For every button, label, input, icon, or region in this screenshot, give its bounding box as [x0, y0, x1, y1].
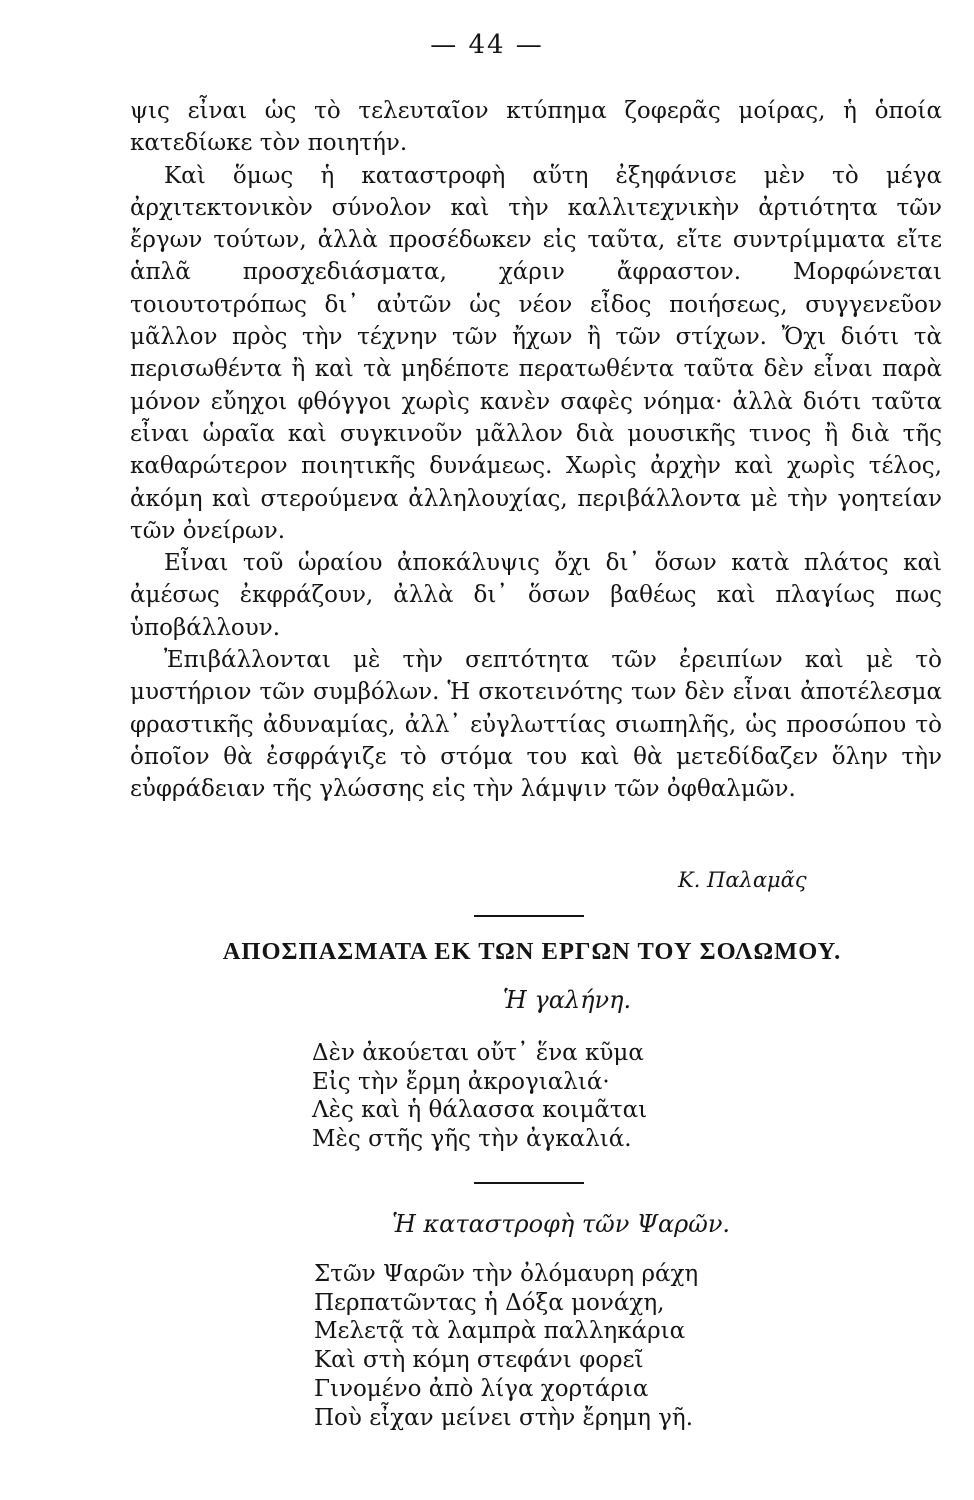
page-number: — 44 —	[430, 30, 544, 60]
poem-stanza	[314, 1260, 698, 1432]
poem-stanza	[312, 1039, 647, 1154]
poem-line: Καὶ στὴ κόμη στεφάνι φορεῖ	[314, 1347, 644, 1374]
paragraph: Εἶναι τοῦ ὡραίου ἀποκάλυψις ὄχι δι᾽ ὅσων κατὰ πλάτος καὶ ἀμέσως ἐκφράζουν, ἀλλὰ δι᾽ ὅσων βαθέως καὶ πλαγίως πως ὑποβάλλουν.	[130, 550, 942, 641]
section-heading: ΑΠΟΣΠΑΣΜΑΤΑ ΕΚ ΤΩΝ ΕΡΓΩΝ ΤΟΥ ΣΟΛΩΜΟΥ.	[222, 938, 842, 965]
poem-line: Εἰς τὴν ἔρμη ἀκρογιαλιά·	[312, 1068, 610, 1095]
poem-line: Ποὺ εἶχαν μείνει στὴν ἔρημη γῆ.	[314, 1404, 694, 1431]
poem-divider	[474, 1182, 584, 1184]
paragraph-continuation: ψις εἶναι ὡς τὸ τελευταῖον κτύπημα ζοφερᾶς μοίρας, ἡ ὁποία κατεδίωκε τὸν ποιητήν.	[130, 98, 942, 157]
poem-line: Στῶν Ψαρῶν τὴν ὀλόμαυρη ράχη	[314, 1261, 699, 1287]
poem-line: Γινομένο ἀπὸ λίγα χορτάρια	[314, 1375, 649, 1402]
poem-line: Μελετᾷ τὰ λαμπρὰ παλληκάρια	[314, 1318, 686, 1345]
poem-title: Ἡ καταστροφὴ τῶν Ψαρῶν.	[391, 1210, 731, 1238]
poem-line: Μὲς στῆς γῆς τὴν ἀγκαλιά.	[312, 1126, 632, 1153]
poem-line: Δὲν ἀκούεται οὔτ᾽ ἕνα κῦμα	[312, 1040, 644, 1066]
poem-line: Λὲς καὶ ἡ θάλασσα κοιμᾶται	[312, 1097, 648, 1124]
prose-body	[130, 95, 942, 806]
paragraph: Καὶ ὅμως ἡ καταστροφὴ αὕτη ἐξηφάνισε μὲν τὸ μέγα ἀρχιτεκτονικὸν σύνολον καὶ τὴν καλλιτεχνικὴν ἀρτιότητα τῶν ἔργων τούτων, ἀλλὰ προσέδωκεν εἰς ταῦτα, εἴτε συντρίμματα εἴτε ἁπλᾶ προσχεδιάσματα, χάριν ἄφραστον. Μορφώνεται τοιουτοτρόπως δι᾽ αὐτῶν ὡς νέον εἶδος ποιήσεως, συγγενεῦον μᾶλλον πρὸς τὴν τέχνην τῶν ἤχων ἢ τῶν στίχων. Ὄχι διότι τὰ περισωθέντα ἢ καὶ τὰ μηδέποτε περατωθέντα ταῦτα δὲν εἶναι παρὰ μόνον εὔηχοι φθόγγοι χωρὶς κανὲν σαφὲς νόημα· ἀλλὰ διότι ταῦτα εἶναι ὡραῖα καὶ συγκινοῦν μᾶλλον διὰ μουσικῆς τινος ἢ διὰ τῆς καθαρώτερον ποιητικῆς δυνάμεως. Χωρὶς ἀρχὴν καὶ χωρὶς τέλος, ἀκόμη καὶ στερούμενα ἀλληλουχίας, περιβάλλοντα μὲ τὴν γοητείαν τῶν ὀνείρων.	[130, 162, 942, 544]
poem-title: Ἡ γαλήνη.	[502, 986, 632, 1014]
paragraph: Ἐπιβάλλονται μὲ τὴν σεπτότητα τῶν ἐρειπίων καὶ μὲ τὸ μυστήριον τῶν συμβόλων. Ἡ σκοτεινότης των δὲν εἶναι ἀποτέλεσμα φραστικῆς ἀδυναμίας, ἀλλ᾽ εὐγλωττίας σιωπηλῆς, ὡς προσώπου τὸ ὁποῖον θὰ ἐσφράγιζε τὸ στόμα του καὶ θὰ μετεδίδαζεν ὅλην τὴν εὐφράδειαν τῆς γλώσσης εἰς τὴν λάμψιν τῶν ὀφθαλμῶν.	[130, 647, 942, 803]
section-divider	[474, 915, 584, 917]
poem-line: Περπατῶντας ἡ Δόξα μονάχη,	[314, 1289, 665, 1316]
author-signature: Κ. Παλαμᾶς	[678, 868, 807, 892]
